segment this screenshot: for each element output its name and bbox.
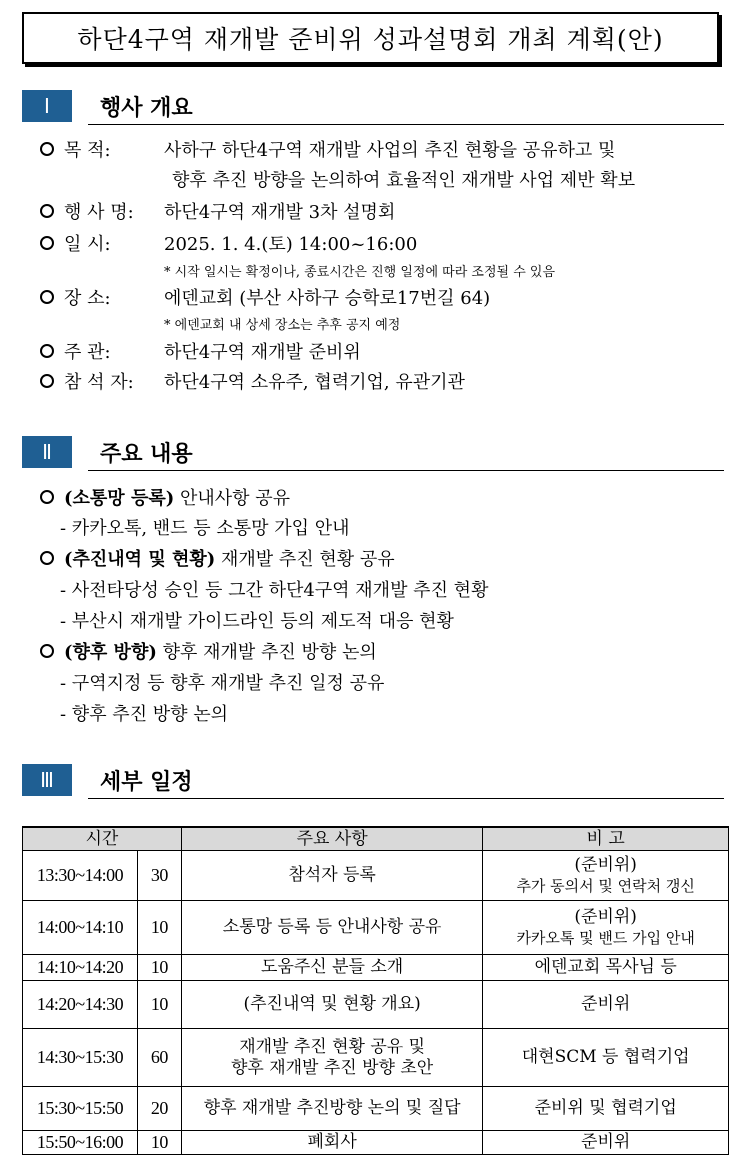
schedule-table: [22, 826, 729, 1155]
name-value: 하단4구역 재개발 3차 설명회: [164, 202, 396, 223]
row-time: 14:10~14:20: [23, 955, 138, 981]
purpose-line1: 사하구 하단4구역 재개발 사업의 추진 현황을 공유하고 및: [164, 140, 616, 161]
header-main: 주요 사항: [181, 827, 482, 851]
row-minutes: 10: [137, 955, 181, 981]
overview-host: [40, 338, 361, 364]
document-title-box: [22, 12, 719, 64]
place-note: * 에덴교회 내 상세 장소는 추후 공지 예정: [164, 318, 401, 333]
row-time: 14:20~14:30: [23, 981, 138, 1029]
row-note: 준비위 및 협력기업: [483, 1087, 729, 1131]
row-main-line1: 재개발 추진 현황 공유 및: [239, 1036, 426, 1057]
place-label: 장 소:: [64, 288, 111, 309]
table-row: [23, 1131, 729, 1155]
circle-bullet-icon: [40, 236, 54, 250]
purpose-line2: 향후 추진 방향을 논의하여 효율적인 재개발 사업 제반 확보: [172, 170, 636, 191]
row-main: 소통망 등록 등 안내사항 공유: [181, 901, 482, 955]
item2-bold: (추진내역 및 현황): [64, 549, 216, 570]
row-note-line1: (준비위): [574, 906, 637, 927]
section-2-number: Ⅱ: [22, 436, 72, 468]
row-main: 도움주신 분들 소개: [181, 955, 482, 981]
circle-bullet-icon: [40, 490, 54, 504]
content-item-3: [40, 638, 377, 664]
table-row: [23, 981, 729, 1029]
row-note: 에덴교회 목사님 등: [483, 955, 729, 981]
section-1-header: [22, 90, 724, 126]
circle-bullet-icon: [40, 204, 54, 218]
item2-sub2: - 부산시 재개발 가이드라인 등의 제도적 대응 현황: [60, 611, 454, 632]
circle-bullet-icon: [40, 644, 54, 658]
row-note-line2: 카카오톡 및 밴드 가입 안내: [516, 928, 695, 947]
row-minutes: 10: [137, 981, 181, 1029]
host-value: 하단4구역 재개발 준비위: [164, 342, 361, 363]
name-label: 행 사 명:: [64, 202, 134, 223]
section-2-header: [22, 436, 724, 472]
table-header-row: [23, 827, 729, 851]
section-2-rule: [88, 470, 724, 471]
row-minutes: 30: [137, 851, 181, 901]
date-note: * 시작 일시는 확정이나, 종료시간은 진행 일정에 따라 조정될 수 있음: [164, 265, 556, 280]
place-value: 에덴교회 (부산 사하구 승학로17번길 64): [164, 288, 491, 309]
row-minutes: 10: [137, 1131, 181, 1155]
header-time: 시간: [23, 827, 182, 851]
item1-text: 안내사항 공유: [174, 488, 291, 509]
row-note: 대현SCM 등 협력기업: [483, 1029, 729, 1087]
section-3-rule: [88, 798, 724, 799]
item3-bold: (향후 방향): [64, 642, 157, 663]
row-main: [181, 1029, 482, 1087]
table-row: [23, 955, 729, 981]
row-main: 폐회사: [181, 1131, 482, 1155]
section-3-number: Ⅲ: [22, 764, 72, 796]
section-2-heading: 주요 내용: [100, 442, 193, 467]
row-time: 15:50~16:00: [23, 1131, 138, 1155]
row-note: 준비위: [483, 1131, 729, 1155]
item3-text: 향후 재개발 추진 방향 논의: [156, 642, 377, 663]
overview-place: [40, 284, 490, 310]
item1-sub1: - 카카오톡, 밴드 등 소통망 가입 안내: [60, 518, 350, 539]
row-minutes: 20: [137, 1087, 181, 1131]
document-title: 하단4구역 재개발 준비위 성과설명회 개최 계획(안): [77, 25, 664, 54]
circle-bullet-icon: [40, 551, 54, 565]
overview-purpose: [40, 136, 615, 162]
circle-bullet-icon: [40, 344, 54, 358]
attendee-value: 하단4구역 소유주, 협력기업, 유관기관: [164, 372, 465, 393]
content-item-2: [40, 545, 395, 571]
circle-bullet-icon: [40, 142, 54, 156]
item3-sub2: - 향후 추진 방향 논의: [60, 704, 229, 725]
host-label: 주 관:: [64, 342, 111, 363]
header-note: 비 고: [483, 827, 729, 851]
overview-name: [40, 198, 395, 224]
overview-date: [40, 230, 417, 256]
attendee-label: 참 석 자:: [64, 372, 134, 393]
section-1-rule: [88, 124, 724, 125]
row-time: 15:30~15:50: [23, 1087, 138, 1131]
section-1-number: Ⅰ: [22, 90, 72, 122]
content-item-1: [40, 484, 290, 510]
row-note: [483, 851, 729, 901]
row-time: 14:00~14:10: [23, 901, 138, 955]
overview-attendees: [40, 368, 465, 394]
row-main: 향후 재개발 추진방향 논의 및 질답: [181, 1087, 482, 1131]
table-row: [23, 1029, 729, 1087]
row-main: 참석자 등록: [181, 851, 482, 901]
row-note-line2: 추가 동의서 및 연락처 갱신: [516, 876, 695, 895]
row-minutes: 10: [137, 901, 181, 955]
row-note: 준비위: [483, 981, 729, 1029]
circle-bullet-icon: [40, 374, 54, 388]
row-note-line1: (준비위): [574, 854, 637, 875]
row-main-line2: 향후 재개발 추진 방향 초안: [230, 1057, 434, 1078]
circle-bullet-icon: [40, 290, 54, 304]
row-time: 14:30~15:30: [23, 1029, 138, 1087]
section-3-heading: 세부 일정: [100, 770, 193, 795]
section-3-header: [22, 764, 724, 800]
purpose-label: 목 적:: [64, 140, 111, 161]
date-value: 2025. 1. 4.(토) 14:00~16:00: [164, 234, 418, 255]
table-row: [23, 1087, 729, 1131]
item1-bold: (소통망 등록): [64, 488, 175, 509]
row-main: (추진내역 및 현황 개요): [181, 981, 482, 1029]
row-minutes: 60: [137, 1029, 181, 1087]
section-1-heading: 행사 개요: [100, 96, 193, 121]
table-row: [23, 901, 729, 955]
table-row: [23, 851, 729, 901]
date-label: 일 시:: [64, 234, 111, 255]
row-time: 13:30~14:00: [23, 851, 138, 901]
item2-sub1: - 사전타당성 승인 등 그간 하단4구역 재개발 추진 현황: [60, 580, 489, 601]
row-note: [483, 901, 729, 955]
item2-text: 재개발 추진 현황 공유: [215, 549, 395, 570]
item3-sub1: - 구역지정 등 향후 재개발 추진 일정 공유: [60, 673, 385, 694]
